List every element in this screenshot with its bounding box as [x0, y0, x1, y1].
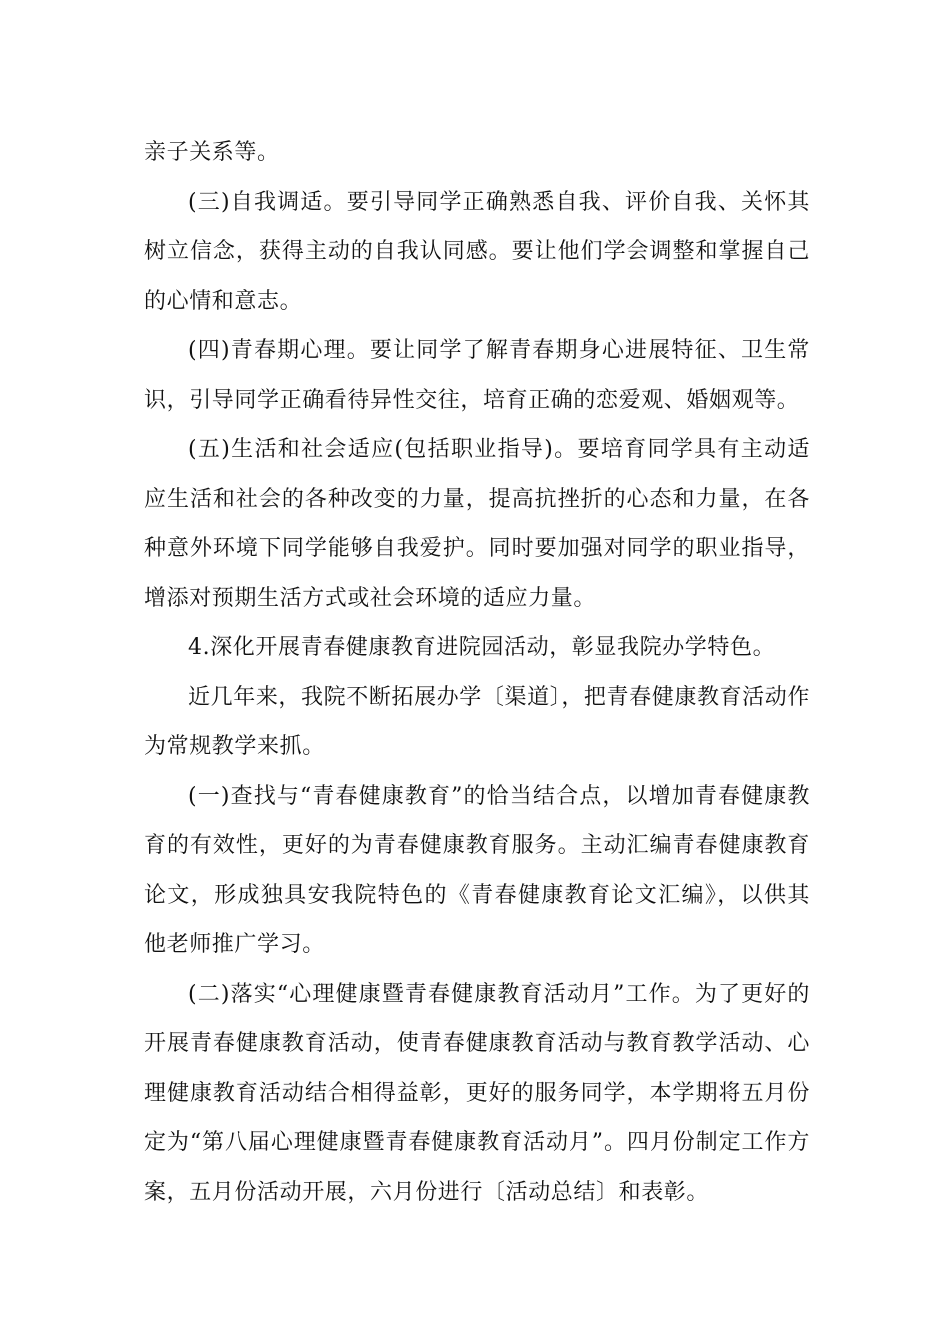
- paragraph-continuation: 亲子关系等。: [144, 140, 280, 165]
- paragraph-social-adaptation: (五)生活和社会适应(包括职业指导)。要培育同学具有主动适应生活和社会的各种改变的力量，提高抗挫折的心态和力量，在各种意外环境下同学能够自我爱护。同时要加强对同学的职业指导，增添对预期生活方式或社会环境的适应力量。: [144, 437, 810, 611]
- section-heading-4: 4.深化开展青春健康教育进院园活动，彰显我院办学特色。: [188, 635, 776, 660]
- paragraph-adolescent-psychology: (四)青春期心理。要让同学了解青春期身心进展特征、卫生常识，引导同学正确看待异性交往，培育正确的恋爱观、婚姻观等。: [144, 338, 810, 413]
- paragraph-self-adjustment: (三)自我调适。要引导同学正确熟悉自我、评价自我、关怀其树立信念，获得主动的自我认同感。要让他们学会调整和掌握自己的心情和意志。: [144, 189, 810, 314]
- paragraph-recent-years: 近几年来，我院不断拓展办学〔渠道〕，把青春健康教育活动作为常规教学来抓。: [144, 684, 810, 759]
- paragraph-find-integration-point: (一)查找与“青春健康教育”的恰当结合点，以增加青春健康教育的有效性，更好的为青春健康教育服务。主动汇编青春健康教育论文，形成独具安我院特色的《青春健康教育论文汇编》，以供其他老师推广学习。: [144, 783, 810, 957]
- document-body: [144, 128, 810, 1217]
- paragraph-activity-month: (二)落实“心理健康暨青春健康教育活动月”工作。为了更好的开展青春健康教育活动，使青春健康教育活动与教育教学活动、心理健康教育活动结合相得益彰，更好的服务同学，本学期将五月份定为“第八届心理健康暨青春健康教育活动月”。四月份制定工作方案，五月份活动开展，六月份进行〔活动总结〕和表彰。: [144, 981, 810, 1205]
